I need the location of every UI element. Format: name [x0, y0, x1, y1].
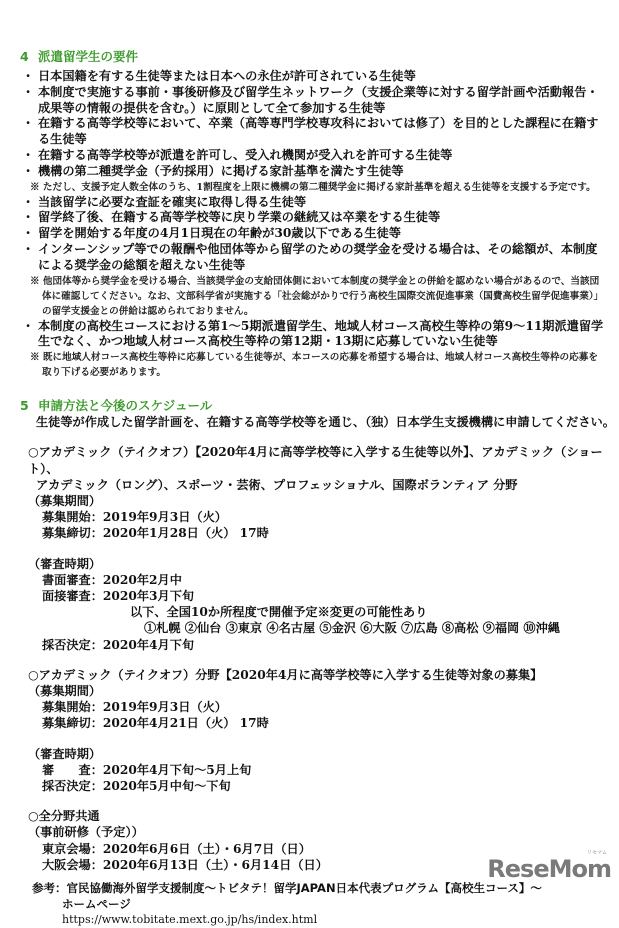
requirement-text: 在籍する高等学校等が派遣を許可し、受入れ機関が受入れを許可する生徒等: [38, 147, 453, 162]
group1-decision: 採否決定：2020年4月下旬: [42, 637, 195, 652]
requirement-text: 本制度で実施する事前・事後研修及び留学生ネットワーク（支援企業等に対する留学計画や活動報告・成果等の情報の提供を含む。）に原則として全て参加する生徒等: [38, 84, 599, 115]
reference-block: [0, 881, 619, 928]
requirement-item: [0, 195, 608, 211]
requirement-note: ※ ただし、支援予定人数全体のうち、1割程度を上限に機構の第二種奨学金に掲げる家計基準を超える生徒等を支援する予定です。: [30, 181, 596, 193]
group2-title: ○アカデミック（テイクオフ）分野【2020年4月に高等学校等に入学する生徒等対象の募集】: [28, 667, 543, 682]
group1-doc-review: 書面審査：2020年2月中: [42, 572, 182, 587]
bullet-icon: ・: [22, 163, 35, 178]
requirement-note: ※ 他団体等から奨学金を受ける場合、当該奨学金の支給団体側において本制度の奨学金との併給を認めない場合があるので、当該団体に確認してください。なお、文部科学省が実施する「社会総がかりで行う高校生国際交流促進事業（国費高校生留学促進事業）」の留学支援金との併給は認められておりません。: [30, 275, 604, 317]
bullet-icon: ・: [22, 116, 35, 131]
reference-homepage: ホームページ: [62, 896, 131, 911]
group3-training-label: （事前研修（予定））: [28, 825, 144, 840]
bullet-icon: ・: [22, 84, 35, 99]
requirement-note: ※ 既に地域人材コース高校生等枠に応募している生徒等が、本コースの応募を希望する場合は、地域人材コース高校生等枠の応募を取り下げる必要があります。: [30, 352, 598, 379]
bullet-icon: ・: [22, 226, 35, 241]
bullet-icon: ・: [22, 147, 35, 162]
resemom-logo: リセマム ReseMom: [487, 850, 611, 883]
requirement-item: [0, 226, 608, 242]
requirement-text: 機構の第二種奨学金（予約採用）に掲げる家計基準を満たす生徒等: [38, 163, 404, 178]
group2-decision: 採否決定：2020年5月中旬～下旬: [42, 779, 231, 794]
document-page: [0, 49, 619, 928]
group1-venues: ①札幌 ②仙台 ③東京 ④名古屋 ⑤金沢 ⑥大阪 ⑦広島 ⑧高松 ⑨福岡 ⑩沖縄: [144, 621, 560, 636]
reference-label: 参考：: [32, 881, 67, 896]
group2-recruit-label: （募集期間）: [28, 684, 102, 698]
group1-interview-note: 以下、全国10か所程度で開催予定※変更の可能性あり: [130, 605, 428, 620]
group2-recruit-start: 募集開始：2019年9月3日（火）: [42, 700, 227, 715]
requirement-text: 留学を開始する年度の4月1日現在の年齢が30歳以下である生徒等: [38, 226, 401, 241]
requirement-item: [0, 210, 608, 226]
requirement-text: 在籍する高等学校等において、卒業（高等専門学校専攻科においては修了）を目的とした課程に在籍する生徒等: [38, 116, 599, 147]
requirement-item: [0, 69, 608, 85]
group1-title: ○アカデミック（テイクオフ）【2020年4月に高等学校等に入学する生徒等以外】、アカデミック（ショート）、: [28, 445, 603, 476]
group1-interview: 面接審査：2020年3月下旬: [42, 588, 195, 603]
application-intro: 生徒等が作成した留学計画を、在籍する高等学校等を通じ、（独）日本学生支援機構に申請してください。: [36, 415, 615, 430]
requirement-text: インターンシップ等での報酬や他団体等から留学のための奨学金を受ける場合は、その総額が、本制度による奨学金の総額を超えない生徒等: [38, 241, 598, 272]
requirement-text: 本制度の高校生コースにおける第1～5期派遣留学生、地域人材コース高校生等枠の第9～11期派遣留学生でなく、かつ地域人材コース高校生等枠の第12期・13期に応募していない生徒等: [38, 318, 604, 349]
requirement-text: 当該留学に必要な査証を確実に取得し得る生徒等: [38, 194, 307, 209]
requirement-text: 留学終了後、在籍する高等学校等に戻り学業の継続又は卒業をする生徒等: [38, 210, 441, 225]
requirement-item: [0, 164, 608, 180]
group2-recruit-end: 募集締切：2020年4月21日（火） 17時: [42, 716, 269, 731]
bullet-icon: ・: [22, 241, 35, 256]
reference-url-link[interactable]: https://www.tobitate.mext.go.jp/hs/index.html: [62, 913, 318, 927]
bullet-icon: ・: [22, 318, 35, 333]
requirement-item: [0, 242, 608, 274]
requirement-item: [0, 319, 608, 351]
group1-title-cont: アカデミック（ロング）、スポーツ・芸術、プロフェッショナル、国際ボランティア 分野: [36, 477, 518, 492]
requirement-text: 日本国籍を有する生徒等または日本への永住が許可されている生徒等: [38, 69, 416, 83]
group1-recruit-label: （募集期間）: [28, 493, 102, 508]
group2-review: 審 査：2020年4月下旬～5月上旬: [42, 762, 252, 777]
reference-title: 官民協働海外留学支援制度～トビタテ！留学JAPAN日本代表プログラム【高校生コース】～: [66, 881, 542, 896]
requirement-item: [0, 116, 608, 148]
bullet-icon: ・: [22, 69, 35, 83]
group3-tokyo: 東京会場：2020年6月6日（土）・6月7日（日）: [42, 841, 311, 856]
section-4-heading: 4 派遣留学生の要件: [20, 49, 139, 64]
bullet-icon: ・: [22, 194, 35, 209]
requirements-list: [0, 69, 619, 380]
group1-review-label: （審査時期）: [28, 556, 102, 571]
requirement-item: [0, 148, 608, 164]
group3-title: ○全分野共通: [28, 809, 100, 824]
group1-recruit-start: 募集開始：2019年9月3日（火）: [42, 510, 227, 525]
group1-recruit-end: 募集締切：2020年1月28日（火） 17時: [42, 526, 269, 541]
requirement-item: [0, 85, 608, 117]
section-5-heading: 5 申請方法と今後のスケジュール: [20, 398, 213, 414]
bullet-icon: ・: [22, 210, 35, 225]
group2-review-label: （審査時期）: [28, 746, 102, 761]
group3-osaka: 大阪会場：2020年6月13日（土）・6月14日（日）: [42, 857, 328, 872]
